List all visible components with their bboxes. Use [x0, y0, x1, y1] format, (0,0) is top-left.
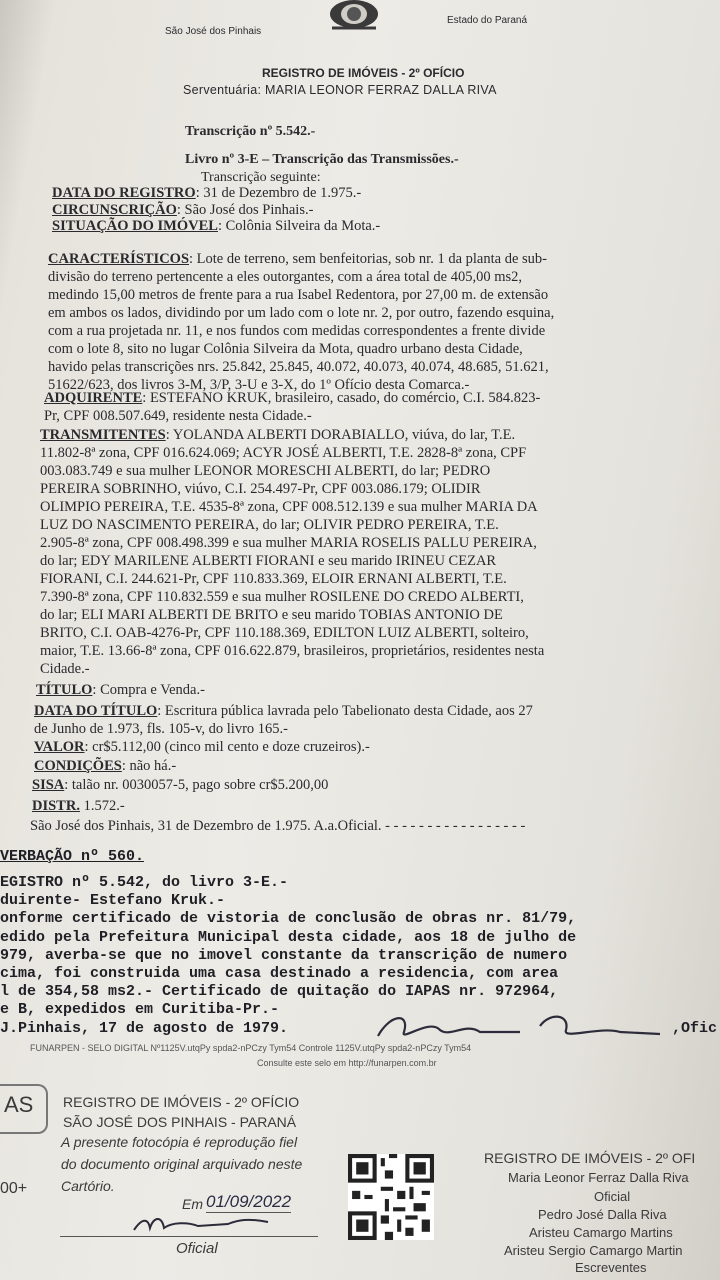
- funarpen-consult: Consulte este selo em http://funarpen.com.br: [257, 1058, 437, 1068]
- data-titulo-line: : Escritura pública lavrada pelo Tabelionato desta Cidade, aos 27: [157, 703, 533, 719]
- caracteristicos-line: em ambos os lados, dividindo por um lado com o lote nr. 2, por outro, fazendo esquina,: [48, 305, 555, 321]
- averbacao-line: 979, averba-se que no imovel constante da transcrição de numero: [0, 947, 568, 964]
- valor: [34, 739, 370, 756]
- titulo-value: : Compra e Venda.-: [92, 682, 205, 698]
- stamp-right-name: Aristeu Camargo Martins: [529, 1225, 673, 1240]
- transmitentes-label: TRANSMITENTES: [40, 427, 166, 443]
- valor-value: : cr$5.112,00 (cinco mil cento e doze cruzeiros).-: [84, 739, 370, 755]
- stamp-right-role: Oficial: [594, 1189, 631, 1204]
- office-title: REGISTRO DE IMÓVEIS - 2º OFÍCIO: [262, 66, 465, 80]
- transmitentes-line: do lar; ELI MARI ALBERTI DE BRITO e seu marido TOBIAS ANTONIO DE: [40, 607, 503, 623]
- titulo-label: TÍTULO: [36, 682, 93, 698]
- sisa-label: SISA: [32, 777, 65, 793]
- averbacao-line: cima, foi construida uma casa destinado a residencia, com area: [0, 965, 559, 982]
- caracteristicos-line: divisão do terreno pertencente a eles outorgantes, com a área total de 405,00 ms2,: [48, 269, 523, 285]
- stamp-left-city: SÃO JOSÉ DOS PINHAIS - PARANÁ: [63, 1114, 297, 1130]
- stamp-left-text: do documento original arquivado neste: [61, 1156, 303, 1172]
- stamp-left-title: REGISTRO DE IMÓVEIS - 2º OFÍCIO: [63, 1094, 300, 1110]
- transmitentes-line: do lar; EDY MARILENE ALBERTI FIORANI e seu marido IRINEU CEZAR: [40, 553, 497, 569]
- situacao-imovel: [52, 218, 380, 235]
- stamp-left-text: A presente fotocópia é reprodução fiel: [61, 1134, 298, 1150]
- header-city: São José dos Pinhais: [165, 26, 262, 37]
- stamp-right-role: Escreventes: [575, 1260, 647, 1275]
- stamp-right-name: Maria Leonor Ferraz Dalla Riva: [508, 1170, 689, 1185]
- caracteristicos-line: havido pelas transcrições nrs. 25.842, 25.845, 40.072, 40.073, 40.074, 48.685, 51.621,: [48, 359, 549, 375]
- livro-title: Livro nº 3-E – Transcrição das Transmissões.-: [185, 152, 459, 167]
- serventuaria: Serventuária: MARIA LEONOR FERRAZ DALLA RIVA: [183, 83, 497, 97]
- caracteristicos-line: medindo 15,00 metros de frente para a rua Isabel Redentora, por 27,00 m. de extensão: [48, 287, 549, 303]
- caracteristicos-line: com a rua projetada nr. 11, e nos fundos com medidas correspondentes a frente divide: [48, 323, 546, 339]
- averbacao-line: J.Pinhais, 17 de agosto de 1979.: [0, 1020, 289, 1037]
- adquirente-line: Pr, CPF 008.507.649, residente nesta Cidade.-: [44, 408, 312, 424]
- averbacao-line: l de 354,58 ms2.- Certificado de quitação do IAPAS nr. 972964,: [0, 983, 559, 1000]
- stamp-signature: [128, 1208, 278, 1238]
- averbacao-line: e B, expedidos em Curitiba-Pr.-: [0, 1001, 280, 1018]
- transmitentes-line: 2.905-8ª zona, CPF 008.498.399 e sua mulher MARIA ROSELIS PALLU PEREIRA,: [40, 535, 537, 551]
- transmitentes-line: maior, T.E. 13.66-8ª zona, CPF 016.622.879, brasileiros, proprietários, residentes nesta: [40, 643, 545, 659]
- transmitentes-line: OLIMPIO PEREIRA, T.E. 4535-8ª zona, CPF 008.512.139 e sua mulher MARIA DA: [40, 499, 538, 515]
- funarpen-seal: FUNARPEN - SELO DIGITAL Nº1125V.utqPy spda2-nPCzy Tym54 Controle 1125V.utqPy spda2-nPCzy Tym54: [30, 1043, 472, 1053]
- caracteristicos-line: : Lote de terreno, sem benfeitorias, sob nr. 1 da planta de sub-: [189, 251, 547, 267]
- transmitentes-line: Cidade.-: [40, 661, 90, 677]
- circunscricao: [52, 202, 313, 219]
- transmitentes-line: 003.083.749 e sua mulher LEONOR MORESCHI ALBERTI, do lar; PEDRO: [40, 463, 491, 479]
- side-stamp-text: AS: [4, 1092, 34, 1117]
- averbacao-line: duirente- Estefano Kruk.-: [0, 892, 226, 909]
- stamp-em-label: Em: [182, 1196, 203, 1212]
- averbacao-title: VERBAÇÃO nº 560.: [0, 848, 145, 865]
- averbacao-line: EGISTRO nº 5.542, do livro 3-E.-: [0, 874, 289, 891]
- transmitentes-line: LUZ DO NASCIMENTO PEREIRA, do lar; OLIVIR PEDRO PEREIRA, T.E.: [40, 517, 499, 533]
- adquirente-line: : ESTEFANO KRUK, brasileiro, casado, do comércio, C.I. 584.823-: [142, 390, 541, 406]
- side-stamp-value: 00+: [0, 1180, 28, 1197]
- caracteristicos-label: CARACTERÍSTICOS: [48, 251, 190, 267]
- condicoes: [34, 758, 176, 775]
- situacao-label: SITUAÇÃO DO IMÓVEL: [52, 218, 218, 234]
- data-titulo-label: DATA DO TÍTULO: [34, 703, 158, 719]
- caracteristicos-line: com o lote 8, sito no lugar Colônia Silveira da Mota, quadro urbano desta Cidade,: [48, 341, 523, 357]
- stamp-right-name: Aristeu Sergio Camargo Martin: [504, 1243, 683, 1258]
- distr-value: 1.572.-: [79, 798, 125, 814]
- transmitentes-line: 7.390-8ª zona, CPF 110.832.559 e sua mulher ROSILENE DO CREDO ALBERTI,: [40, 589, 524, 605]
- caracteristicos-line: 51622/623, dos livros 3-M, 3/P, 3-U e 3-X, do 1º Ofício desta Comarca.-: [48, 377, 470, 393]
- data-registro-label: DATA DO REGISTRO: [52, 185, 196, 201]
- transcricao-seguinte: Transcrição seguinte:: [201, 170, 321, 185]
- closing-line: São José dos Pinhais, 31 de Dezembro de 1.975. A.a.Oficial. - - - - - - - - - - - - - - - - -: [30, 818, 526, 834]
- titulo: [36, 682, 205, 699]
- transmitentes-line: 11.802-8ª zona, CPF 016.624.069; ACYR JOSÉ ALBERTI, T.E. 2828-8ª zona, CPF: [40, 445, 527, 461]
- sisa: [32, 777, 328, 794]
- valor-label: VALOR: [34, 739, 85, 755]
- sisa-value: : talão nr. 0030057-5, pago sobre cr$5.200,00: [64, 777, 329, 793]
- transmitentes-line: : YOLANDA ALBERTI DORABIALLO, viúva, do lar, T.E.: [165, 427, 516, 443]
- averbacao-line: edido pela Prefeitura Municipal desta cidade, aos 18 de julho de: [0, 929, 577, 946]
- stamp-oficial: Oficial: [176, 1240, 218, 1257]
- condicoes-value: : não há.-: [121, 758, 177, 774]
- stamp-right-name: Pedro José Dalla Riva: [538, 1207, 667, 1222]
- data-titulo-block: [34, 702, 704, 742]
- adquirente-block: [44, 389, 694, 429]
- circunscricao-value: : São José dos Pinhais.-: [176, 202, 314, 218]
- condicoes-label: CONDIÇÕES: [34, 758, 122, 774]
- averbacao-line: onforme certificado de vistoria de conclusão de obras nr. 81/79,: [0, 910, 577, 927]
- situacao-value: : Colônia Silveira da Mota.-: [217, 218, 381, 234]
- transmitentes-block: [40, 426, 700, 682]
- caracteristicos-block: [48, 250, 688, 400]
- stamp-date: 01/09/2022: [206, 1192, 292, 1211]
- data-titulo-line: de Junho de 1.973, fls. 105-v, do livro 165.-: [34, 721, 288, 737]
- data-registro-value: : 31 de Dezembro de 1.975.-: [195, 185, 362, 201]
- circunscricao-label: CIRCUNSCRIÇÃO: [52, 202, 177, 218]
- stamp-right-title: REGISTRO DE IMÓVEIS - 2º OFI: [484, 1150, 696, 1166]
- transmitentes-line: FIORANI, C.I. 244.621-Pr, CPF 110.833.369, ELOIR ERNANI ALBERTI, T.E.: [40, 571, 507, 587]
- adquirente-label: ADQUIRENTE: [44, 390, 143, 406]
- coat-of-arms-icon: [326, 0, 382, 34]
- transmitentes-line: PEREIRA SOBRINHO, viúvo, C.I. 254.497-Pr, CPF 003.086.179; OLIDIR: [40, 481, 481, 497]
- stamp-left-text: Cartório.: [61, 1178, 115, 1194]
- transcricao-number: Transcrição nº 5.542.-: [185, 124, 316, 139]
- official-signature: [370, 1008, 670, 1044]
- qr-code-icon: [348, 1154, 434, 1240]
- oficial-line: [60, 1236, 318, 1237]
- transmitentes-line: BRITO, C.I. OAB-4276-Pr, CPF 110.188.369, EDILTON LUIZ ALBERTI, solteiro,: [40, 625, 529, 641]
- distr-label: DISTR.: [32, 798, 80, 814]
- data-registro: [52, 185, 361, 202]
- ofic-suffix: ,Ofic: [672, 1020, 718, 1037]
- distr: [32, 798, 125, 815]
- header-state: Estado do Paraná: [447, 15, 528, 26]
